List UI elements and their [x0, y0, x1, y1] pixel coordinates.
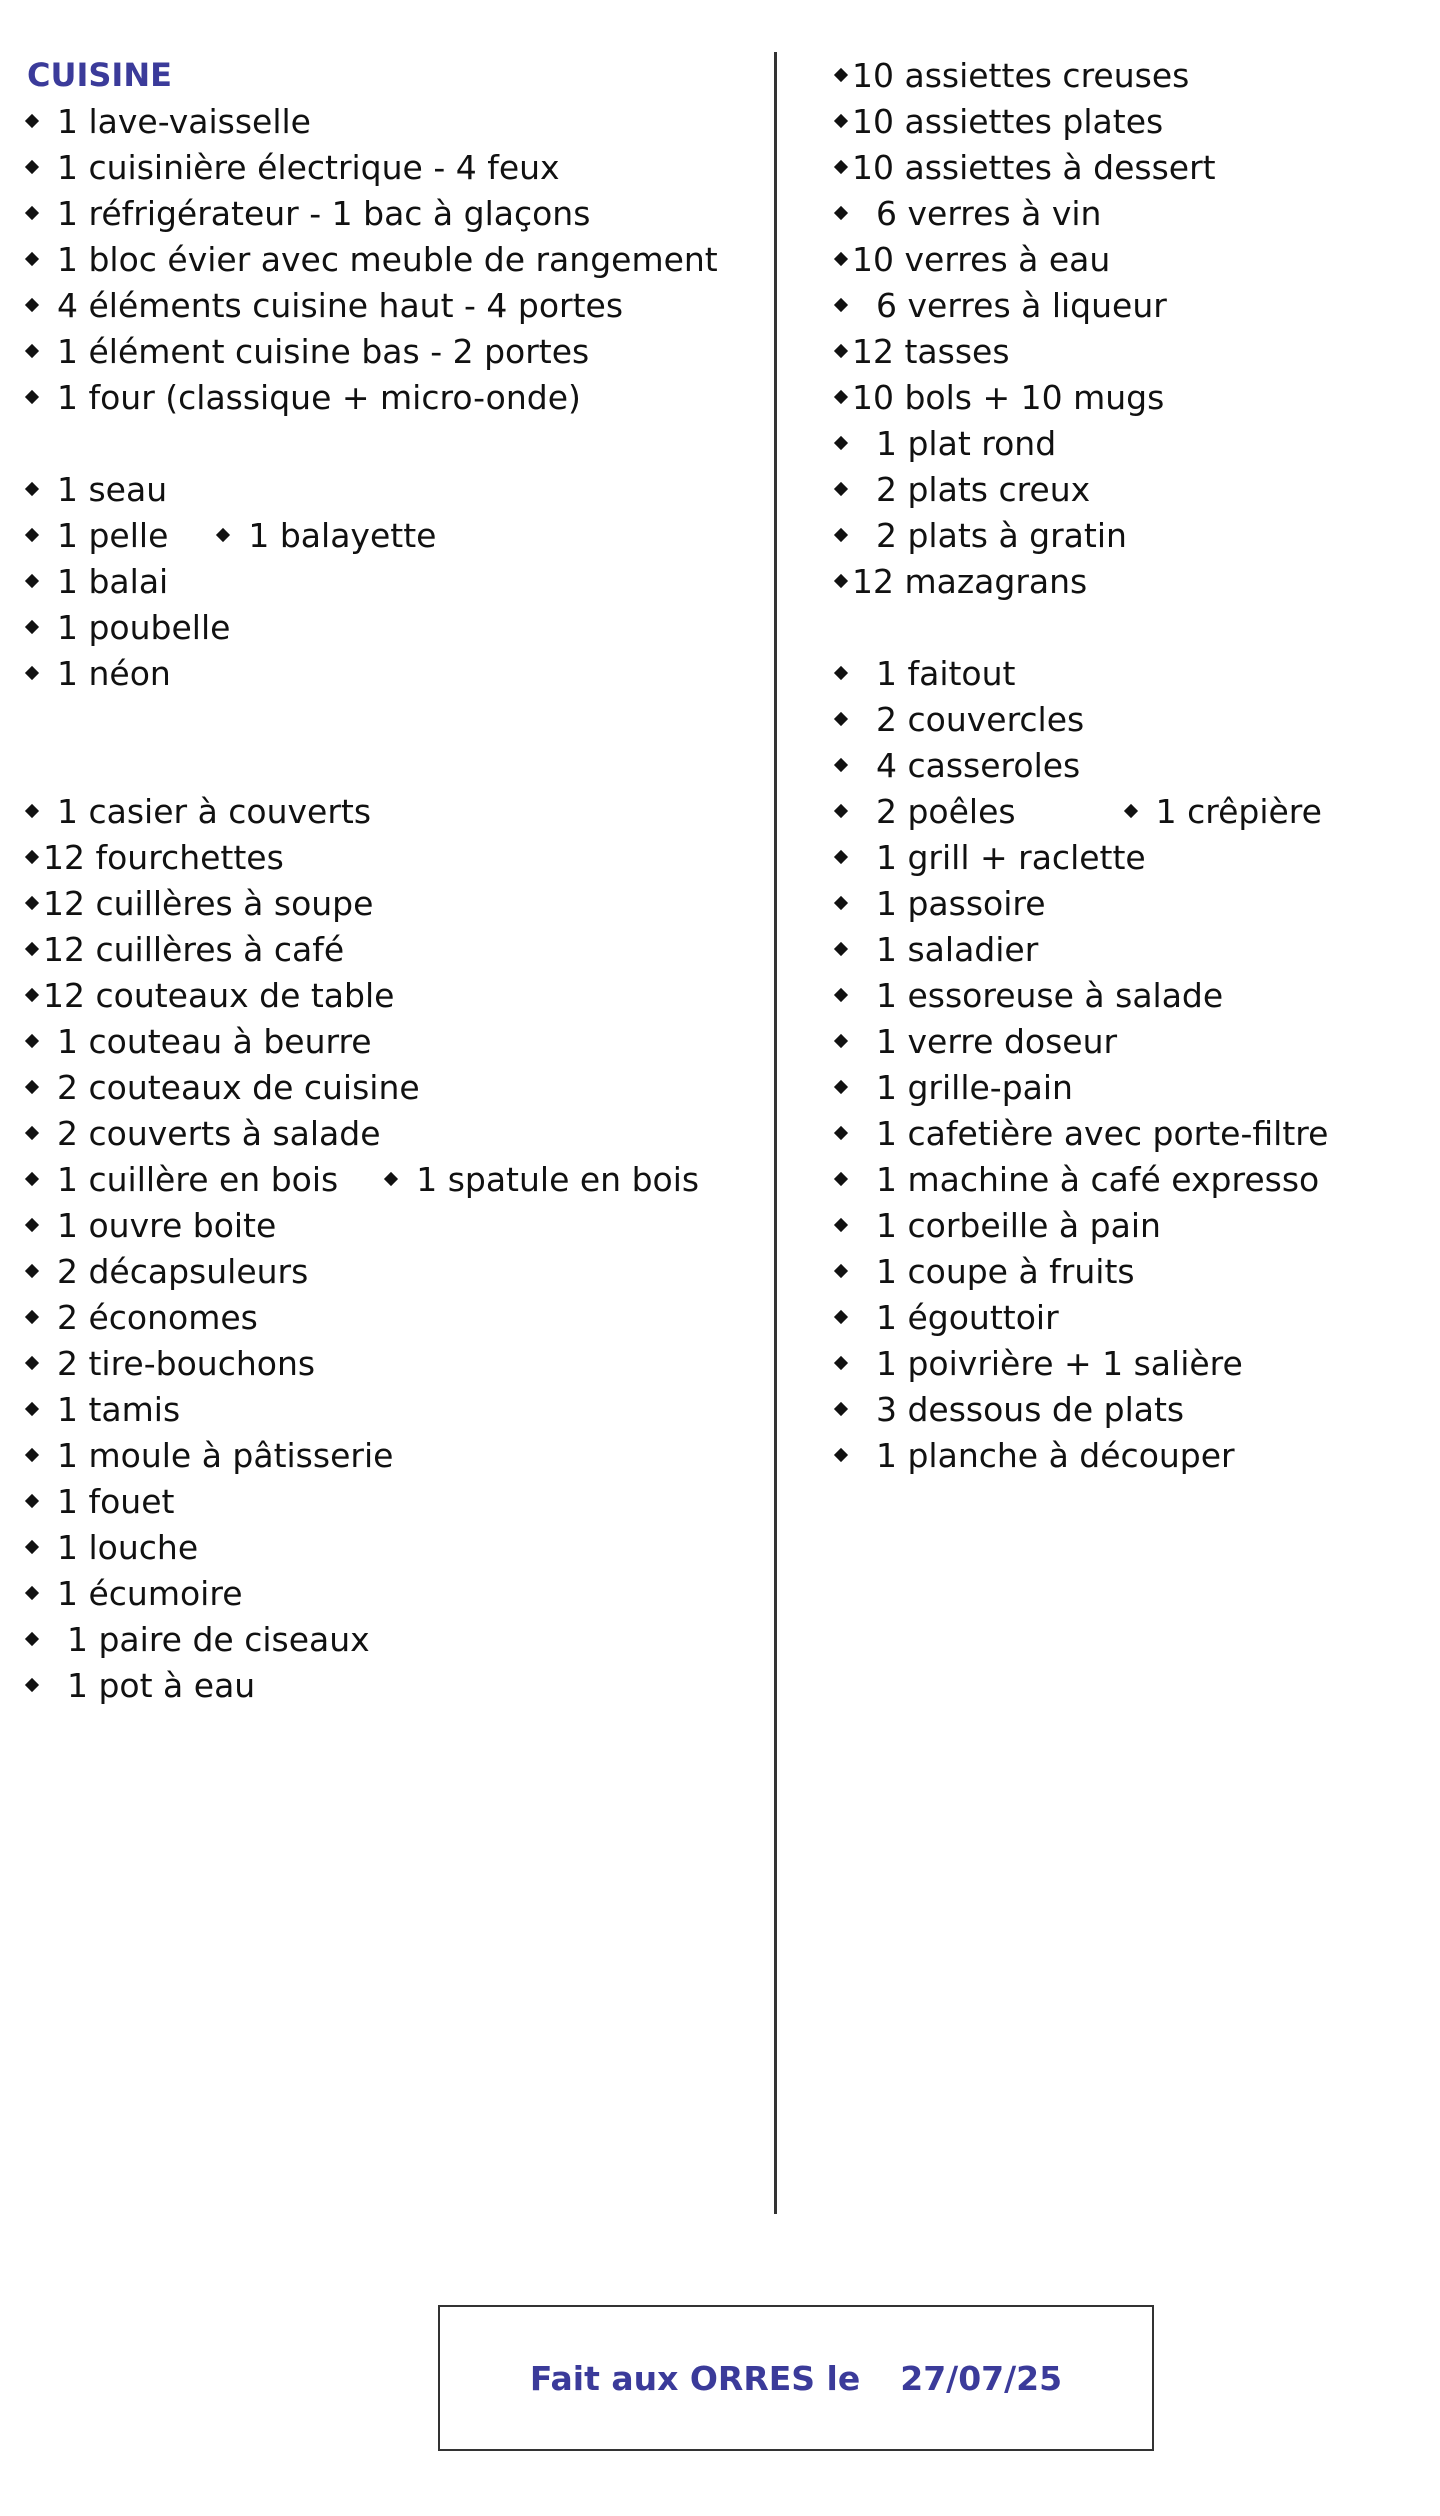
- diamond-bullet-icon: [25, 206, 39, 220]
- list-item: [836, 52, 1426, 98]
- diamond-bullet-icon: [834, 804, 848, 818]
- list-item-label: 1 poubelle: [57, 607, 231, 647]
- list-item: [27, 236, 767, 282]
- diamond-bullet-icon: [834, 574, 848, 588]
- list-item: [836, 420, 1426, 466]
- diamond-bullet-icon: [25, 1080, 39, 1094]
- diamond-bullet-icon: [834, 1356, 848, 1370]
- diamond-bullet-icon: [834, 528, 848, 542]
- list-item-label-secondary: 1 crêpière: [1155, 791, 1322, 831]
- list-item-label: 12 mazagrans: [852, 561, 1088, 601]
- list-item: [836, 1110, 1426, 1156]
- diamond-bullet-icon: [25, 1448, 39, 1462]
- list-item-label: 1 paire de ciseaux: [67, 1619, 370, 1659]
- diamond-bullet-icon: [25, 1586, 39, 1600]
- diamond-bullet-icon: [25, 574, 39, 588]
- list-item: [836, 190, 1426, 236]
- diamond-bullet-icon: [25, 1540, 39, 1554]
- diamond-bullet-icon: [834, 1264, 848, 1278]
- list-item-label: 2 plats à gratin: [876, 515, 1127, 555]
- list-item: [836, 1202, 1426, 1248]
- list-item-label: 1 plat rond: [876, 423, 1057, 463]
- list-item: [27, 282, 767, 328]
- list-item-label: 3 dessous de plats: [876, 1389, 1185, 1429]
- inventory-right-column: [836, 52, 1426, 1478]
- diamond-bullet-icon: [25, 850, 39, 864]
- list-item-label: 2 économes: [57, 1297, 258, 1337]
- diamond-bullet-icon: [834, 436, 848, 450]
- list-item-label: 1 néon: [57, 653, 171, 693]
- list-item-label: 1 coupe à fruits: [876, 1251, 1135, 1291]
- list-item-label: 10 assiettes à dessert: [852, 147, 1216, 187]
- list-item-label: 1 ouvre boite: [57, 1205, 277, 1245]
- list-item: [836, 512, 1426, 558]
- diamond-bullet-icon: [834, 114, 848, 128]
- list-item: [836, 1248, 1426, 1294]
- list-item-label: 1 lave-vaisselle: [57, 101, 311, 141]
- diamond-bullet-icon: [834, 1172, 848, 1186]
- diamond-bullet-icon: [834, 1218, 848, 1232]
- diamond-bullet-icon: [25, 344, 39, 358]
- diamond-bullet-icon: [834, 1448, 848, 1462]
- list-item: [27, 1386, 767, 1432]
- diamond-bullet-icon: [834, 206, 848, 220]
- list-item-label: 1 pot à eau: [67, 1665, 256, 1705]
- list-item: [836, 880, 1426, 926]
- diamond-bullet-icon: [25, 298, 39, 312]
- list-item-label: 1 moule à pâtisserie: [57, 1435, 394, 1475]
- list-item: [27, 1248, 767, 1294]
- list-item-label: 4 casseroles: [876, 745, 1081, 785]
- diamond-bullet-icon: [834, 344, 848, 358]
- list-item-label: 1 seau: [57, 469, 168, 509]
- list-item: [27, 650, 767, 696]
- list-item-label: 2 couvercles: [876, 699, 1085, 739]
- list-item: [27, 1156, 767, 1202]
- list-item-label: 12 tasses: [852, 331, 1010, 371]
- list-item: [836, 98, 1426, 144]
- diamond-bullet-icon: [834, 758, 848, 772]
- diamond-bullet-icon: [834, 1126, 848, 1140]
- list-spacer: [27, 742, 767, 788]
- diamond-bullet-icon: [834, 160, 848, 174]
- list-item-label: 1 tamis: [57, 1389, 181, 1429]
- diamond-bullet-icon: [834, 850, 848, 864]
- diamond-bullet-icon: [25, 482, 39, 496]
- list-item-label: 1 balai: [57, 561, 169, 601]
- inventory-left-column: [27, 52, 767, 1708]
- list-item: [27, 1018, 767, 1064]
- list-item: [836, 1340, 1426, 1386]
- list-item-label: 1 écumoire: [57, 1573, 243, 1613]
- list-item-label: 10 verres à eau: [852, 239, 1111, 279]
- list-item-label: 1 cuisinière électrique - 4 feux: [57, 147, 560, 187]
- diamond-bullet-icon: [25, 942, 39, 956]
- list-item-label: 6 verres à liqueur: [876, 285, 1167, 325]
- diamond-bullet-icon: [25, 620, 39, 634]
- list-item-label: 1 essoreuse à salade: [876, 975, 1224, 1015]
- list-item-label: 1 égouttoir: [876, 1297, 1059, 1337]
- list-item: [836, 650, 1426, 696]
- diamond-bullet-icon: [834, 68, 848, 82]
- list-item: [27, 788, 767, 834]
- diamond-bullet-icon: [834, 482, 848, 496]
- list-item: [27, 604, 767, 650]
- list-item: [27, 1570, 767, 1616]
- list-item-label: 1 saladier: [876, 929, 1039, 969]
- diamond-bullet-icon: [25, 666, 39, 680]
- list-item-label: 10 assiettes plates: [852, 101, 1164, 141]
- list-item-label: 1 louche: [57, 1527, 199, 1567]
- list-item-label: 2 tire-bouchons: [57, 1343, 316, 1383]
- list-item-label: 1 grill + raclette: [876, 837, 1146, 877]
- list-item-label: 1 cuillère en bois: [57, 1159, 339, 1199]
- list-item-label: 2 plats creux: [876, 469, 1091, 509]
- diamond-bullet-icon: [25, 114, 39, 128]
- list-item-label: 1 pelle: [57, 515, 169, 555]
- list-item-label: 1 bloc évier avec meuble de rangement: [57, 239, 718, 279]
- list-item-label: 2 couteaux de cuisine: [57, 1067, 420, 1107]
- list-spacer: [836, 604, 1426, 650]
- list-item: [27, 972, 767, 1018]
- list-item: [27, 190, 767, 236]
- list-item: [27, 558, 767, 604]
- list-item: [836, 1432, 1426, 1478]
- diamond-bullet-icon: [834, 1034, 848, 1048]
- list-item-label: 1 corbeille à pain: [876, 1205, 1161, 1245]
- diamond-bullet-icon: [25, 1356, 39, 1370]
- list-item: [27, 1110, 767, 1156]
- list-item: [27, 1432, 767, 1478]
- list-item: [836, 926, 1426, 972]
- list-item-label: 1 élément cuisine bas - 2 portes: [57, 331, 590, 371]
- list-item-label: 1 fouet: [57, 1481, 175, 1521]
- list-item-label: 1 planche à découper: [876, 1435, 1235, 1475]
- list-item: [27, 512, 767, 558]
- list-item-label: 12 cuillères à café: [43, 929, 345, 969]
- section-heading: CUISINE: [27, 56, 172, 94]
- list-item: [836, 328, 1426, 374]
- list-item-label: 2 décapsuleurs: [57, 1251, 309, 1291]
- list-item: [836, 1386, 1426, 1432]
- diamond-bullet-icon: [25, 1264, 39, 1278]
- list-item-label: 1 grille-pain: [876, 1067, 1073, 1107]
- list-item-label: 10 assiettes creuses: [852, 55, 1190, 95]
- list-item: [836, 742, 1426, 788]
- diamond-bullet-icon: [25, 528, 39, 542]
- list-item: [836, 834, 1426, 880]
- list-spacer: [27, 696, 767, 742]
- list-item: [27, 328, 767, 374]
- diamond-bullet-icon: [25, 1678, 39, 1692]
- diamond-bullet-icon: [834, 298, 848, 312]
- list-item-label-secondary: 1 spatule en bois: [416, 1159, 700, 1199]
- diamond-bullet-icon: [25, 160, 39, 174]
- list-item-label: 1 casier à couverts: [57, 791, 372, 831]
- diamond-bullet-icon: [25, 804, 39, 818]
- diamond-bullet-icon: [25, 1494, 39, 1508]
- diamond-bullet-icon: [834, 252, 848, 266]
- list-item: [27, 374, 767, 420]
- diamond-bullet-icon: [25, 1402, 39, 1416]
- list-item: [836, 1156, 1426, 1202]
- list-item: [27, 1340, 767, 1386]
- diamond-bullet-icon: [25, 988, 39, 1002]
- diamond-bullet-icon: [25, 1632, 39, 1646]
- list-item: [27, 1202, 767, 1248]
- column-divider: [774, 52, 777, 2214]
- diamond-bullet-icon: [834, 666, 848, 680]
- list-item-label: 1 verre doseur: [876, 1021, 1118, 1061]
- list-item: [836, 696, 1426, 742]
- diamond-bullet-icon: [834, 1310, 848, 1324]
- diamond-bullet-icon: [216, 528, 230, 542]
- list-item-label: 6 verres à vin: [876, 193, 1102, 233]
- diamond-bullet-icon: [25, 390, 39, 404]
- left-item-list: [27, 98, 767, 1708]
- diamond-bullet-icon: [834, 712, 848, 726]
- diamond-bullet-icon: [25, 252, 39, 266]
- list-item: [27, 834, 767, 880]
- list-item: [27, 466, 767, 512]
- diamond-bullet-icon: [834, 988, 848, 1002]
- list-item: [836, 144, 1426, 190]
- list-item: [836, 282, 1426, 328]
- footer-date: 27/07/25: [900, 2358, 1063, 2398]
- right-item-list: [836, 52, 1426, 1478]
- list-item: [27, 1616, 767, 1662]
- list-item: [836, 1064, 1426, 1110]
- diamond-bullet-icon: [834, 1402, 848, 1416]
- list-item-label-secondary: 1 balayette: [248, 515, 437, 555]
- list-item: [836, 236, 1426, 282]
- list-item: [836, 558, 1426, 604]
- list-item-label: 10 bols + 10 mugs: [852, 377, 1165, 417]
- list-item: [836, 1294, 1426, 1340]
- footer-label: Fait aux ORRES le: [529, 2358, 861, 2398]
- diamond-bullet-icon: [384, 1172, 398, 1186]
- list-item: [836, 1018, 1426, 1064]
- list-item: [27, 1662, 767, 1708]
- diamond-bullet-icon: [834, 896, 848, 910]
- diamond-bullet-icon: [834, 942, 848, 956]
- list-item: [836, 972, 1426, 1018]
- diamond-bullet-icon: [25, 1218, 39, 1232]
- list-item: [27, 880, 767, 926]
- list-item-label: 1 faitout: [876, 653, 1016, 693]
- list-item: [27, 1478, 767, 1524]
- list-item-label: 2 couverts à salade: [57, 1113, 381, 1153]
- list-item-label: 1 couteau à beurre: [57, 1021, 372, 1061]
- list-spacer: [27, 420, 767, 466]
- list-item-label: 1 réfrigérateur - 1 bac à glaçons: [57, 193, 591, 233]
- diamond-bullet-icon: [834, 1080, 848, 1094]
- diamond-bullet-icon: [25, 896, 39, 910]
- list-item-label: 4 éléments cuisine haut - 4 portes: [57, 285, 624, 325]
- list-item-label: 1 four (classique + micro-onde): [57, 377, 581, 417]
- diamond-bullet-icon: [834, 390, 848, 404]
- list-item-label: 12 fourchettes: [43, 837, 284, 877]
- list-item: [27, 1064, 767, 1110]
- list-item: [27, 98, 767, 144]
- list-item-label: 12 couteaux de table: [43, 975, 395, 1015]
- list-item-label: 1 machine à café expresso: [876, 1159, 1320, 1199]
- list-item: [836, 374, 1426, 420]
- diamond-bullet-icon: [25, 1172, 39, 1186]
- list-item-label: 2 poêles: [876, 791, 1016, 831]
- diamond-bullet-icon: [1124, 804, 1138, 818]
- list-item: [27, 1294, 767, 1340]
- list-item-label: 1 poivrière + 1 salière: [876, 1343, 1243, 1383]
- diamond-bullet-icon: [25, 1126, 39, 1140]
- diamond-bullet-icon: [25, 1310, 39, 1324]
- list-item-label: 1 cafetière avec porte-filtre: [876, 1113, 1329, 1153]
- list-item: [27, 926, 767, 972]
- list-item: [27, 1524, 767, 1570]
- diamond-bullet-icon: [25, 1034, 39, 1048]
- list-item: [27, 144, 767, 190]
- list-item: [836, 788, 1426, 834]
- list-item: [836, 466, 1426, 512]
- footer-signature-box: [438, 2305, 1154, 2451]
- list-item-label: 1 passoire: [876, 883, 1046, 923]
- list-item-label: 12 cuillères à soupe: [43, 883, 374, 923]
